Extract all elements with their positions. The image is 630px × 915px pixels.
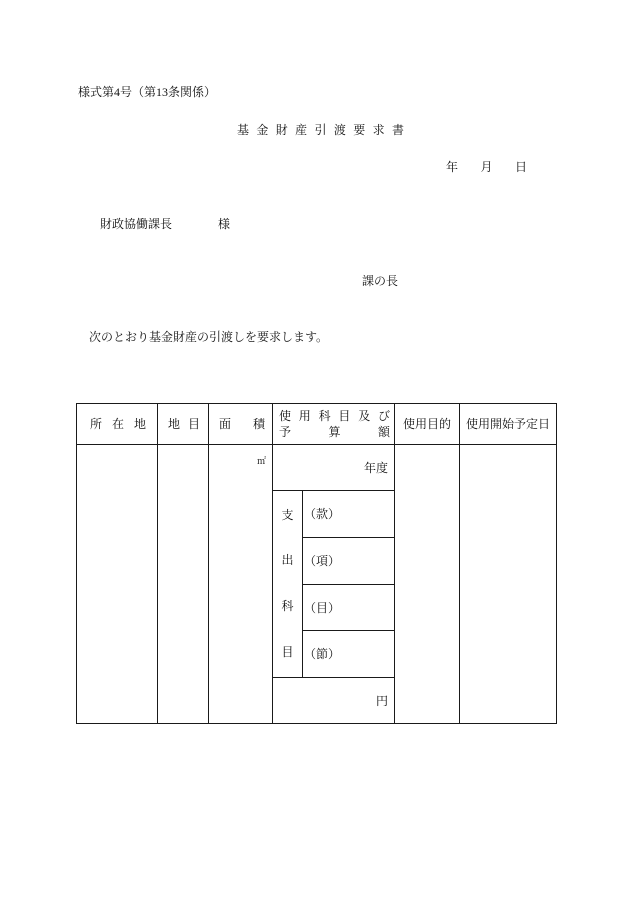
start-date-cell (460, 445, 557, 724)
table-header-row (77, 404, 557, 445)
addressee-honorific: 様 (218, 217, 231, 231)
header-budget-line2: 予 算 額 (279, 425, 391, 439)
purpose-cell (395, 445, 460, 724)
header-land-category (158, 404, 209, 445)
expenditure-item-kan: （款） (303, 491, 395, 538)
location-cell (77, 445, 158, 724)
header-location (77, 404, 158, 445)
header-location-label: 所 在 地 (90, 417, 146, 431)
header-budget-line1: 使 用 科 目 及 び (279, 409, 391, 423)
area-unit: ㎡ (256, 456, 266, 466)
request-table (76, 403, 557, 724)
date-month-label: 月 (480, 160, 493, 174)
expenditure-item-kou: （項） (303, 538, 395, 585)
date-year-label: 年 (446, 160, 459, 174)
expenditure-item-moku: （目） (303, 585, 395, 631)
expenditure-label: 支出科目 (281, 507, 294, 659)
amount-cell: 円 (273, 678, 395, 724)
date-line (446, 159, 527, 175)
table-row (77, 445, 557, 491)
expenditure-label-cell (273, 491, 303, 678)
header-start-date: 使用開始予定日 (460, 404, 557, 445)
request-statement: 次のとおり基金財産の引渡しを要求します。 (89, 330, 329, 344)
fiscal-year-cell: 年度 (273, 445, 395, 491)
header-budget (273, 404, 395, 445)
header-area (209, 404, 273, 445)
land-category-cell (158, 445, 209, 724)
header-purpose: 使用目的 (395, 404, 460, 445)
addressee-name: 財政協働課長 (100, 217, 173, 231)
header-area-label: 面 積 (219, 417, 265, 431)
sender-label: 課の長 (362, 274, 399, 288)
form-number: 様式第4号（第13条関係） (78, 85, 217, 99)
header-land-category-label: 地 目 (168, 417, 200, 431)
area-cell (209, 445, 273, 724)
expenditure-item-setsu: （節） (303, 631, 395, 678)
document-title: 基 金 財 産 引 渡 要 求 書 (237, 123, 404, 137)
date-day-label: 日 (514, 160, 527, 174)
